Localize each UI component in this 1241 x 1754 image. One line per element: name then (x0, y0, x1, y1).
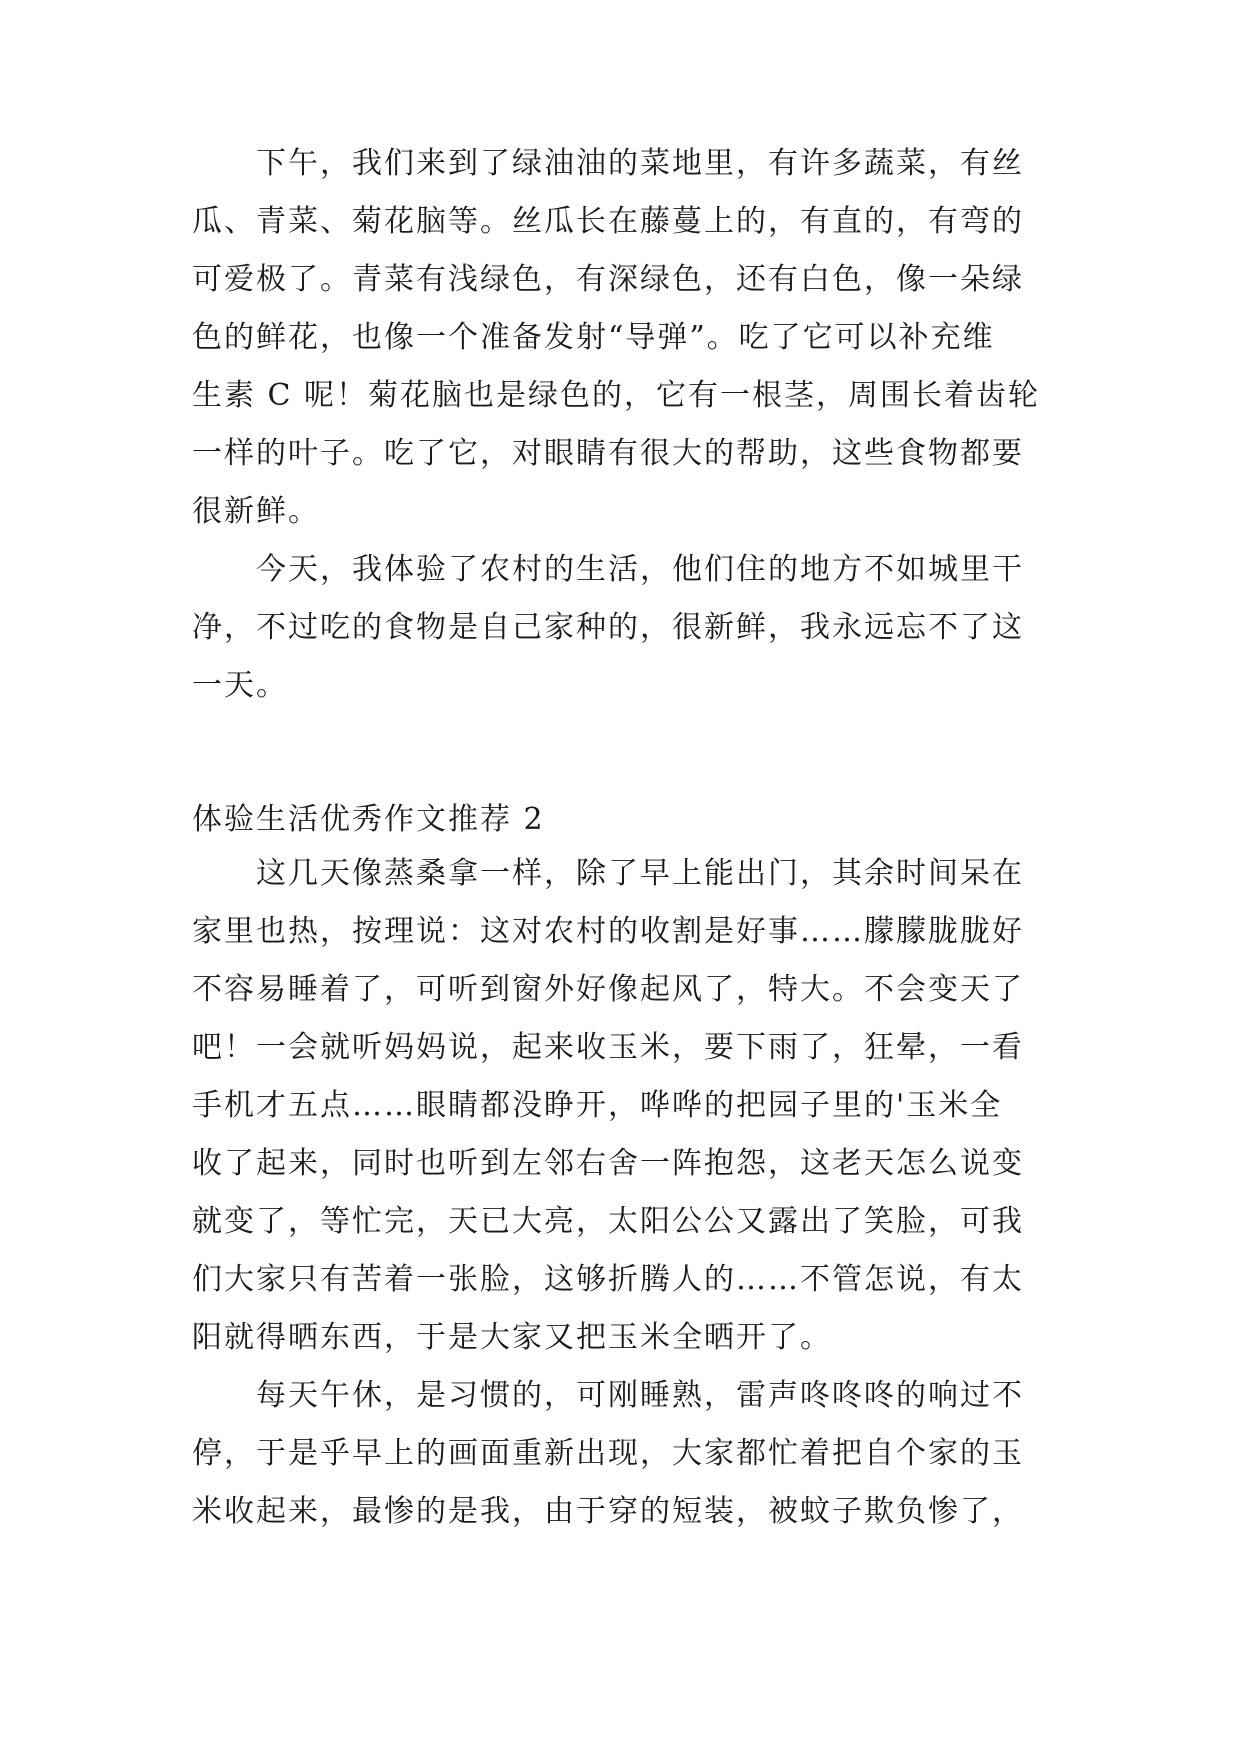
text-line: 净，不过吃的食物是自己家种的，很新鲜，我永远忘不了这 (192, 610, 1024, 645)
text-line: 这几天像蒸桑拿一样，除了早上能出门，其余时间呆在 (256, 856, 1024, 891)
text-line: 收了起来，同时也听到左邻右舍一阵抱怨，这老天怎么说变 (192, 1146, 1024, 1181)
text-line: 就变了，等忙完，天已大亮，太阳公公又露出了笑脸，可我 (192, 1204, 1024, 1239)
text-line: 每天午休，是习惯的，可刚睡熟，雷声咚咚咚的响过不 (256, 1378, 1024, 1413)
text-line: 一天。 (192, 668, 288, 703)
text-line: 生素 C 呢！菊花脑也是绿色的，它有一根茎，周围长着齿轮 (192, 378, 1041, 413)
text-line: 一样的叶子。吃了它，对眼睛有很大的帮助，这些食物都要 (192, 436, 1024, 471)
paragraph-1 (192, 135, 1052, 541)
text-line: 色的鲜花，也像一个准备发射“导弹”。吃了它可以补充维 (192, 320, 995, 355)
text-line: 家里也热，按理说：这对农村的收割是好事……朦朦胧胧好 (192, 914, 1024, 949)
text-line: 们大家只有苦着一张脸，这够折腾人的……不管怎说，有太 (192, 1262, 1024, 1297)
text-line: 不容易睡着了，可听到窗外好像起风了，特大。不会变天了 (192, 972, 1024, 1007)
paragraph-4 (192, 1367, 1052, 1541)
paragraph-2 (192, 541, 1052, 715)
section-2 (192, 845, 1052, 1541)
text-line: 今天，我体验了农村的生活，他们住的地方不如城里干 (256, 552, 1024, 587)
section-heading: 体验生活优秀作文推荐 2 (192, 802, 545, 837)
text-line: 瓜、青菜、菊花脑等。丝瓜长在藤蔓上的，有直的，有弯的 (192, 204, 1024, 239)
text-line: 可爱极了。青菜有浅绿色，有深绿色，还有白色，像一朵绿 (192, 262, 1024, 297)
paragraph-3 (192, 845, 1052, 1367)
text-line: 停，于是乎早上的画面重新出现，大家都忙着把自个家的玉 (192, 1436, 1024, 1471)
text-line: 阳就得晒东西，于是大家又把玉米全晒开了。 (192, 1320, 832, 1355)
text-line: 米收起来，最惨的是我，由于穿的短装，被蚊子欺负惨了， (192, 1494, 1024, 1529)
section-1 (192, 135, 1052, 715)
section-2-heading-block (192, 795, 1052, 845)
text-line: 很新鲜。 (192, 494, 320, 529)
text-line: 手机才五点……眼睛都没睁开，哗哗的把园子里的'玉米全 (192, 1088, 1003, 1123)
text-line: 下午，我们来到了绿油油的菜地里，有许多蔬菜，有丝 (256, 146, 1024, 181)
text-line: 吧！一会就听妈妈说，起来收玉米，要下雨了，狂晕，一看 (192, 1030, 1024, 1065)
